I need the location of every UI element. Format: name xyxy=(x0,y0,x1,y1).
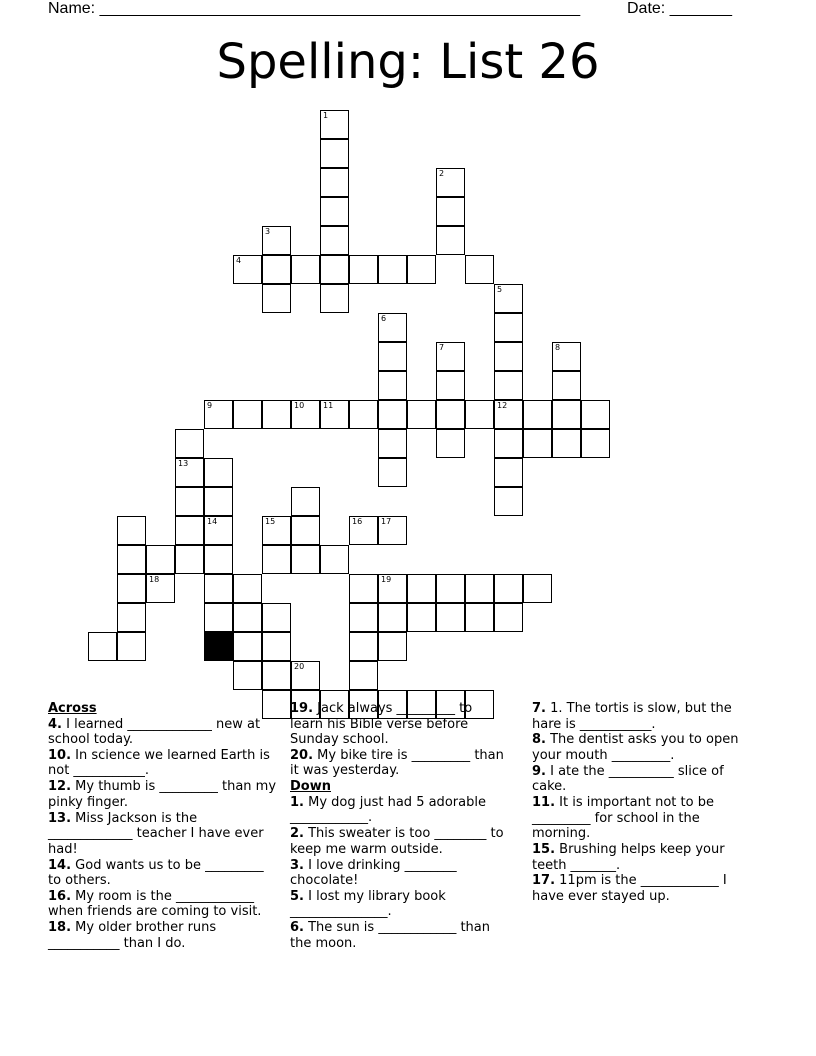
crossword-cell[interactable] xyxy=(204,603,233,632)
clue-number: 11 xyxy=(323,401,334,410)
clue-body: It is important not to be _________ for school in the morning. xyxy=(532,795,714,842)
crossword-cell[interactable] xyxy=(494,458,523,487)
date-field-label: Date: _______ xyxy=(627,0,732,17)
crossword-cell[interactable] xyxy=(349,400,378,429)
clue-number-label: 20. xyxy=(290,747,314,763)
clue-body: Brushing helps keep your teeth _______. xyxy=(532,842,725,873)
crossword-cell[interactable] xyxy=(262,255,291,284)
crossword-cell[interactable] xyxy=(349,632,378,661)
crossword-cell[interactable] xyxy=(320,226,349,255)
crossword-cell[interactable] xyxy=(407,255,436,284)
crossword-cell[interactable] xyxy=(291,545,320,574)
crossword-cell[interactable] xyxy=(552,371,581,400)
clue-text xyxy=(48,717,280,748)
clue-number-label: 19. xyxy=(290,701,314,716)
crossword-cell[interactable] xyxy=(262,603,291,632)
crossword-cell[interactable] xyxy=(378,574,407,603)
crossword-cell[interactable] xyxy=(204,487,233,516)
clue-number-label: 15. xyxy=(532,842,556,858)
crossword-cell[interactable] xyxy=(436,429,465,458)
clue-text xyxy=(290,795,505,826)
clue-number-label: 7. xyxy=(532,701,546,716)
crossword-cell[interactable] xyxy=(494,400,523,429)
clue-text xyxy=(290,748,505,779)
crossword-cell[interactable] xyxy=(349,255,378,284)
crossword-cell[interactable] xyxy=(117,603,146,632)
clue-number: 16 xyxy=(352,517,363,526)
crossword-cell[interactable] xyxy=(204,545,233,574)
crossword-cell[interactable] xyxy=(378,516,407,545)
clue-body: I lost my library book _______________. xyxy=(290,888,446,920)
crossword-cell[interactable] xyxy=(204,574,233,603)
crossword-cell[interactable] xyxy=(291,255,320,284)
clue-number: 5 xyxy=(497,285,503,294)
crossword-cell[interactable] xyxy=(320,284,349,313)
crossword-cell[interactable] xyxy=(146,574,175,603)
clue-body: Jack always _________ to learn his Bible verse before Sunday school. xyxy=(290,701,473,747)
clue-body: The sun is ____________ than the moon. xyxy=(290,920,491,951)
crossword-cell[interactable] xyxy=(204,516,233,545)
crossword-cell[interactable] xyxy=(320,139,349,168)
name-field-label: Name: ______________________________________________________ xyxy=(48,0,581,17)
clue-text xyxy=(290,826,505,857)
crossword-cell[interactable] xyxy=(523,574,552,603)
crossword-cell[interactable] xyxy=(581,429,610,458)
crossword-cell[interactable] xyxy=(465,400,494,429)
crossword-cell[interactable] xyxy=(175,429,204,458)
crossword-cell[interactable] xyxy=(291,400,320,429)
crossword-cell[interactable] xyxy=(262,284,291,313)
clue-number: 17 xyxy=(381,517,392,526)
crossword-cell[interactable] xyxy=(407,400,436,429)
clue-text xyxy=(290,889,505,920)
clue-text xyxy=(532,764,752,795)
clue-text xyxy=(290,858,505,889)
down-heading: Down xyxy=(290,779,331,795)
clue-body: My bike tire is _________ than it was yesterday. xyxy=(290,747,504,779)
crossword-cell[interactable] xyxy=(262,400,291,429)
crossword-cell[interactable] xyxy=(320,110,349,139)
crossword-cell[interactable] xyxy=(146,545,175,574)
clue-number-label: 10. xyxy=(48,747,72,763)
clue-number: 1 xyxy=(323,111,329,120)
crossword-cell[interactable] xyxy=(262,661,291,690)
crossword-cell[interactable] xyxy=(465,603,494,632)
crossword-cell[interactable] xyxy=(552,342,581,371)
crossword-cell[interactable] xyxy=(407,574,436,603)
clue-number: 6 xyxy=(381,314,387,323)
clue-text xyxy=(48,858,280,889)
clue-body: In science we learned Earth is not ___________. xyxy=(48,747,270,779)
crossword-cell[interactable] xyxy=(552,429,581,458)
crossword-cell[interactable] xyxy=(378,313,407,342)
crossword-cell[interactable] xyxy=(175,545,204,574)
crossword-cell[interactable] xyxy=(436,400,465,429)
crossword-cell[interactable] xyxy=(117,545,146,574)
page-title: Spelling: List 26 xyxy=(216,34,600,90)
clue-number-label: 13. xyxy=(48,810,72,826)
crossword-cell[interactable] xyxy=(436,603,465,632)
crossword-cell[interactable] xyxy=(204,458,233,487)
crossword-cell[interactable] xyxy=(436,197,465,226)
crossword-cell[interactable] xyxy=(378,632,407,661)
clue-text xyxy=(48,748,280,779)
clue-number-label: 4. xyxy=(48,716,62,732)
clue-number: 19 xyxy=(381,575,392,584)
clue-body: My thumb is _________ than my pinky finger. xyxy=(48,779,277,810)
crossword-cell[interactable] xyxy=(117,574,146,603)
crossword-cell[interactable] xyxy=(233,255,262,284)
crossword-cell[interactable] xyxy=(378,371,407,400)
crossword-cell[interactable] xyxy=(436,342,465,371)
crossword-cell[interactable] xyxy=(204,400,233,429)
clue-number: 20 xyxy=(294,662,305,671)
crossword-cell[interactable] xyxy=(465,574,494,603)
clue-body: God wants us to be _________ to others. xyxy=(48,857,264,889)
clue-body: I love drinking ________ chocolate! xyxy=(290,857,457,889)
crossword-cell[interactable] xyxy=(378,429,407,458)
clue-number-label: 14. xyxy=(48,857,72,873)
crossword-cell[interactable] xyxy=(349,574,378,603)
crossword-cell[interactable] xyxy=(465,255,494,284)
clue-number: 8 xyxy=(555,343,561,352)
clue-text xyxy=(48,889,280,920)
crossword-cell[interactable] xyxy=(320,400,349,429)
crossword-cell[interactable] xyxy=(494,487,523,516)
clue-body: 11pm is the ____________ I have ever stayed up. xyxy=(532,873,727,904)
crossword-cell[interactable] xyxy=(349,661,378,690)
crossword-cell[interactable] xyxy=(378,603,407,632)
crossword-cell[interactable] xyxy=(523,400,552,429)
crossword-cell[interactable] xyxy=(494,284,523,313)
crossword-cell[interactable] xyxy=(291,516,320,545)
crossword-cell[interactable] xyxy=(175,516,204,545)
clue-number-label: 9. xyxy=(532,763,546,779)
clue-number-label: 16. xyxy=(48,888,72,904)
clue-body: 1. The tortis is slow, but the hare is ___________. xyxy=(532,701,732,732)
crossword-cell[interactable] xyxy=(175,487,204,516)
crossword-cell[interactable] xyxy=(552,400,581,429)
crossword-cell[interactable] xyxy=(262,226,291,255)
clue-number-label: 8. xyxy=(532,732,546,748)
clues-column-1 xyxy=(48,701,280,952)
crossword-cell[interactable] xyxy=(436,371,465,400)
clue-text xyxy=(48,811,280,858)
crossword-cell[interactable] xyxy=(320,545,349,574)
crossword-cell[interactable] xyxy=(262,516,291,545)
clue-text xyxy=(532,732,752,763)
clue-number: 2 xyxy=(439,169,445,178)
clue-number-label: 17. xyxy=(532,873,556,889)
clues-column-2 xyxy=(290,701,505,952)
crossword-cell[interactable] xyxy=(494,603,523,632)
clue-body: My room is the ____________ when friends are coming to visit. xyxy=(48,888,262,920)
clue-number: 14 xyxy=(207,517,218,526)
crossword-cell[interactable] xyxy=(494,342,523,371)
crossword-cell[interactable] xyxy=(233,661,262,690)
clue-text xyxy=(532,795,752,842)
blocked-cell xyxy=(204,632,233,661)
crossword-cell[interactable] xyxy=(494,574,523,603)
crossword-cell[interactable] xyxy=(407,603,436,632)
clue-body: My dog just had 5 adorable ____________. xyxy=(290,794,486,826)
crossword-cell[interactable] xyxy=(233,400,262,429)
clue-number: 9 xyxy=(207,401,213,410)
crossword-cell[interactable] xyxy=(320,168,349,197)
clue-number: 3 xyxy=(265,227,271,236)
clue-text xyxy=(532,873,752,904)
clue-number: 4 xyxy=(236,256,242,265)
clue-text xyxy=(48,920,280,951)
crossword-cell[interactable] xyxy=(436,226,465,255)
crossword-cell[interactable] xyxy=(378,255,407,284)
crossword-cell[interactable] xyxy=(320,255,349,284)
clue-number: 12 xyxy=(497,401,508,410)
crossword-cell[interactable] xyxy=(88,632,117,661)
crossword-cell[interactable] xyxy=(117,516,146,545)
clue-body: This sweater is too ________ to keep me warm outside. xyxy=(290,826,504,857)
clue-text xyxy=(532,701,752,732)
crossword-cell[interactable] xyxy=(349,603,378,632)
clue-number: 13 xyxy=(178,459,189,468)
crossword-cell[interactable] xyxy=(175,458,204,487)
clues-column-3 xyxy=(532,701,752,905)
crossword-cell[interactable] xyxy=(233,603,262,632)
clue-number-label: 5. xyxy=(290,888,304,904)
clue-number-label: 2. xyxy=(290,826,304,842)
clue-number: 15 xyxy=(265,517,276,526)
crossword-cell[interactable] xyxy=(117,632,146,661)
clue-text xyxy=(532,842,752,873)
crossword-cell[interactable] xyxy=(494,429,523,458)
crossword-cell[interactable] xyxy=(436,168,465,197)
clue-body: I ate the __________ slice of cake. xyxy=(532,763,724,795)
crossword-cell[interactable] xyxy=(378,458,407,487)
clue-body: Miss Jackson is the _____________ teacher I have ever had! xyxy=(48,810,264,857)
clue-body: I learned _____________ new at school today. xyxy=(48,716,261,747)
crossword-cell[interactable] xyxy=(291,661,320,690)
crossword-cell[interactable] xyxy=(494,313,523,342)
crossword-cell[interactable] xyxy=(262,545,291,574)
clue-number-label: 18. xyxy=(48,920,72,936)
crossword-cell[interactable] xyxy=(320,197,349,226)
crossword-cell[interactable] xyxy=(262,632,291,661)
clue-number-label: 1. xyxy=(290,794,304,810)
crossword-cell[interactable] xyxy=(378,342,407,371)
crossword-cell[interactable] xyxy=(494,371,523,400)
crossword-cell[interactable] xyxy=(233,574,262,603)
clue-number-label: 11. xyxy=(532,795,556,811)
clue-number-label: 6. xyxy=(290,920,304,936)
clue-text xyxy=(290,701,505,748)
crossword-cell[interactable] xyxy=(581,400,610,429)
crossword-cell[interactable] xyxy=(436,574,465,603)
across-heading: Across xyxy=(48,701,97,716)
clue-number: 10 xyxy=(294,401,305,410)
clue-text xyxy=(290,920,505,951)
clue-number-label: 12. xyxy=(48,779,72,795)
crossword-cell[interactable] xyxy=(378,400,407,429)
clue-number: 18 xyxy=(149,575,160,584)
crossword-cell[interactable] xyxy=(523,429,552,458)
clue-number: 7 xyxy=(439,343,445,352)
clue-text xyxy=(48,779,280,810)
clue-body: My older brother runs ___________ than I do. xyxy=(48,920,217,951)
crossword-cell[interactable] xyxy=(349,516,378,545)
crossword-cell[interactable] xyxy=(291,487,320,516)
clue-number-label: 3. xyxy=(290,857,304,873)
clue-body: The dentist asks you to open your mouth _________. xyxy=(532,732,739,763)
crossword-cell[interactable] xyxy=(233,632,262,661)
